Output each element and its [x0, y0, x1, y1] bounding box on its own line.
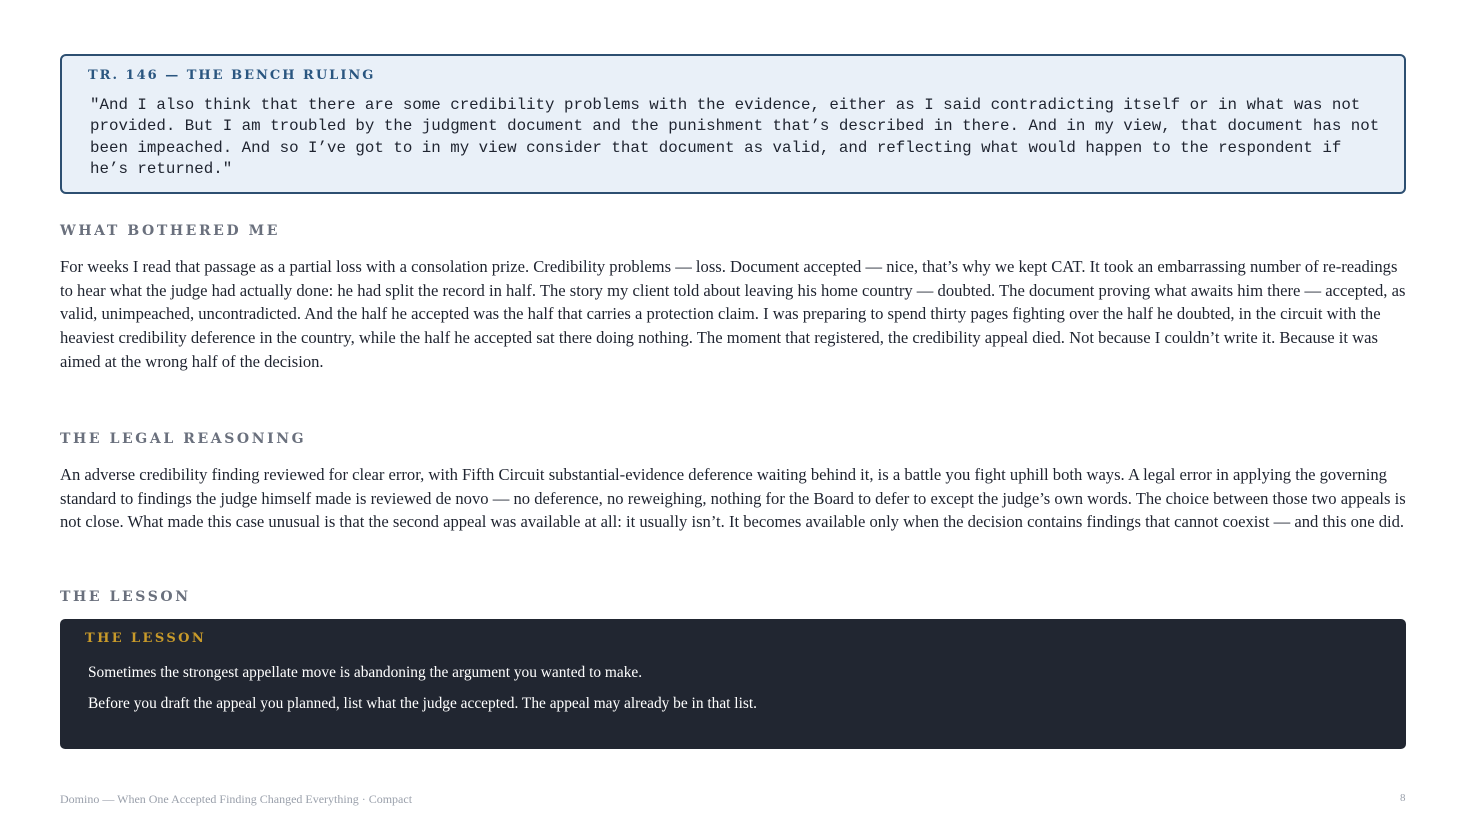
lesson-callout-box	[60, 619, 1406, 749]
footer-document-title: Domino — When One Accepted Finding Changed Everything · Compact	[60, 792, 413, 806]
section-heading-what-bothered-me: WHAT BOTHERED ME	[60, 223, 281, 239]
transcript-quote-box	[60, 54, 1406, 194]
footer-page-number: 8	[1400, 792, 1406, 804]
section-heading-the-lesson: THE LESSON	[60, 589, 191, 605]
lesson-line: Sometimes the strongest appellate move is abandoning the argument you wanted to make.	[88, 664, 643, 681]
transcript-quote-text: "And I also think that there are some credibility problems with the evidence, either as I said contradicting itself or in what was not provided. But I am troubled by the judgment document and the punishment that’s described in there. And in my view, that document has not been impeached. And so I’ve got to in my view consider that document as valid, and reflecting what would happen to the respondent if he’s returned."	[90, 96, 1380, 178]
section-heading-legal-reasoning: THE LEGAL REASONING	[60, 431, 307, 447]
transcript-reference-tag: TR. 146 — THE BENCH RULING	[88, 68, 376, 83]
lesson-line: Before you draft the appeal you planned, list what the judge accepted. The appeal may already be in that list.	[88, 695, 757, 712]
section-body-legal-reasoning: An adverse credibility finding reviewed for clear error, with Fifth Circuit substantial-evidence deference waiting behind it, is a battle you fight uphill both ways. A legal error in applying the governing standard to findings the judge himself made is reviewed de novo — no deference, no reweighing, nothing for the Board to defer to except the judge’s own words. The choice between those two appeals is not close. What made this case unusual is that the second appeal was available at all: it usually isn’t. It becomes available only when the decision contains findings that cannot coexist — and this one did.	[60, 465, 1406, 532]
lesson-callout-tag: THE LESSON	[85, 631, 207, 646]
section-body-what-bothered-me: For weeks I read that passage as a partial loss with a consolation prize. Credibility problems — loss. Document accepted — nice, that’s why we kept CAT. It took an embarrassing number of re-readings to hear what the judge had actually done: he had split the record in half. The story my client told about leaving his home country — doubted. The document proving what awaits him there — accepted, as valid, unimpeached, uncontradicted. And the half he accepted was the half that carries a protection claim. I was preparing to spend thirty pages fighting over the half he doubted, in the circuit with the heaviest credibility deference in the country, while the half he accepted sat there doing nothing. The moment that registered, the credibility appeal died. Not because I couldn’t write it. Because it was aimed at the wrong half of the decision.	[60, 257, 1406, 371]
